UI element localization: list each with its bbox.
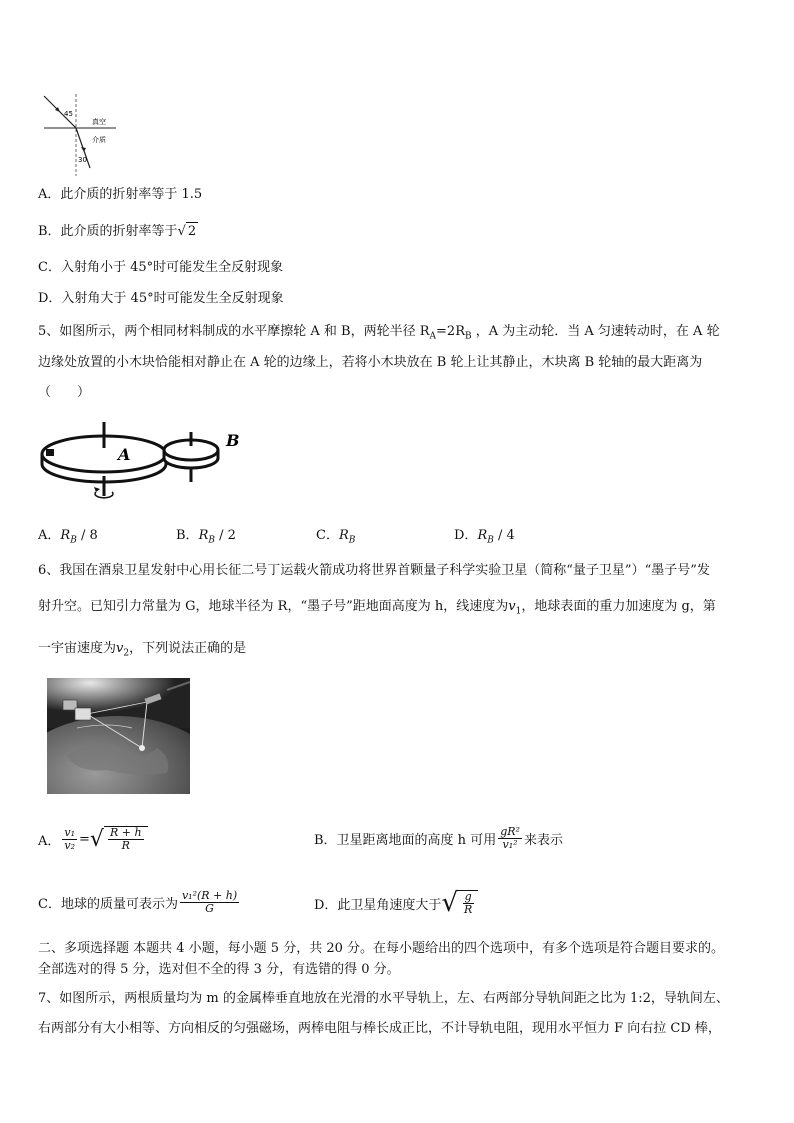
q6-line-1: 6、我国在酒泉卫星发射中心用长征二号丁运载火箭成功将世界首颗量子科学实验卫星（简称“量子卫星”）“墨子号”发 [38,563,710,578]
satellite-photo [47,678,190,794]
angle-45-label: 45 [64,110,73,118]
q7-line-1: 7、如图所示，两根质量均为 m 的金属棒垂直地放在光滑的水平导轨上，左、右两部分导轨间距之比为 1:2，导轨间左、 [38,991,729,1006]
q6-option-d: D．此卫星角速度大于 √ $\frac{g}{R}$ [314,888,478,918]
q6-option-c: C．地球的质量可表示为 $\frac{\text{v₁²(R + h)}}{G}$ [38,889,238,915]
q6-line-3: 一宇宙速度为$v_2$，下列说法正确的是 [38,641,247,659]
friction-wheels-figure [38,418,258,508]
q5-option-c: C．$R_B$ [316,528,356,546]
q5-option-a: A．$R_B / 8$ [38,528,98,546]
q5-option-b: B．$R_B / 2$ [176,528,236,546]
medium-label: 介质 [92,136,106,144]
q6-line-2: 射升空。已知引力常量为 G，地球半径为 R，“墨子号”距地面高度为 h，线速度为$v_1$，地球表面的重力加速度为 g，第 [38,599,716,617]
sqrt-2: √ 2 [177,223,197,239]
q5-line-3: （ ） [38,385,91,400]
v1-over-v2: $\frac{\text{v₁}}{\text{v₂}}$ [64,825,76,852]
section-2-heading: 二、多项选择题 本题共 4 小题，每小题 5 分，共 20 分。在每小题给出的四个选项中，有多个选项是符合题目要求的。 [38,941,725,956]
angle-30-label: 30 [78,156,87,164]
wheel-a-label: A [118,445,131,464]
refraction-figure [38,90,128,180]
wheel-b-label: B [226,431,240,450]
q4-option-a: A．此介质的折射率等于 1.5 [38,187,203,202]
vacuum-label: 真空 [92,118,106,126]
q5-option-d: D．$R_B / 4$ [454,528,515,546]
q5-line-1: 5、如图所示，两个相同材料制成的水平摩擦轮 A 和 B，两轮半径 $R_A=2R_B$ ，A 为主动轮．当 A 匀速转动时，在 A 轮 [38,324,720,342]
q4-option-c: C．入射角小于 45°时可能发生全反射现象 [38,260,284,275]
q6-option-b: B．卫星距离地面的高度 h 可用 $\frac{\text{gR²}}{\text{v₁²}}$ 来表示 [314,825,563,851]
q4-option-b: B．此介质的折射率等于√ 2 [38,223,197,239]
q7-line-2: 右两部分有大小相等、方向相反的匀强磁场，两棒电阻与棒长成正比，不计导轨电阻，现用水平恒力 F 向右拉 CD 棒， [38,1021,721,1036]
q5-line-2: 边缘处放置的小木块恰能相对静止在 A 轮的边缘上，若将小木块放在 B 轮上让其静止，木块离 B 轮轴的最大距离为 [38,355,703,370]
section-2-scoring: 全部选对的得 5 分，选对但不全的得 3 分，有选错的得 0 分。 [38,962,400,977]
q6-option-a: A． $\frac{\text{v₁}}{\text{v₂}}$ = √ $\frac{R + h}{R}$ [38,826,148,852]
q4-option-d: D．入射角大于 45°时可能发生全反射现象 [38,291,284,306]
